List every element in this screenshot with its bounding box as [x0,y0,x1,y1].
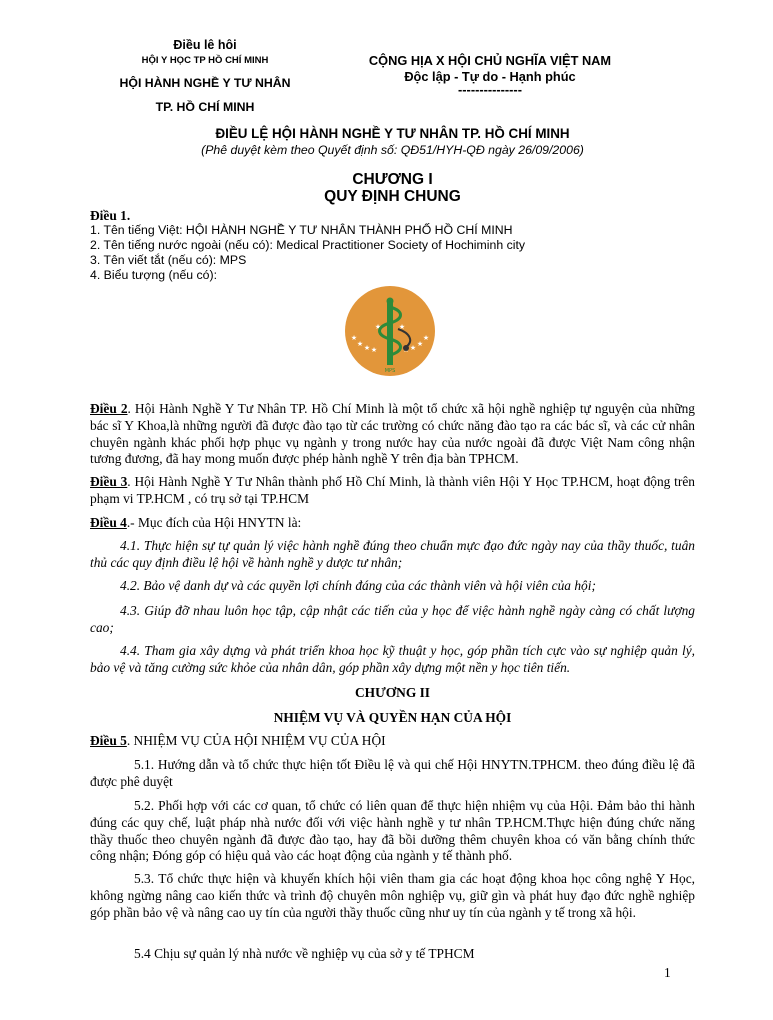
header-left-line4: TP. HỒ CHÍ MINH [155,100,255,114]
svg-text:★: ★ [416,340,424,348]
svg-text:★: ★ [409,344,417,352]
dieu4-paragraph [90,515,695,532]
dieu3-text: . Hội Hành Nghề Y Tư Nhân thành phố Hồ Chí Minh, là thành viên Hội Y Học TP.HCM, hoạt động trên phạm vi TP.HCM , có trụ sở tại TP.HCM [90,474,695,506]
svg-text:★: ★ [370,346,378,354]
dieu1-heading: Điều 1. [90,208,131,223]
svg-text:★: ★ [398,323,406,331]
chapter1-subtitle: QUY ĐỊNH CHUNG [324,188,461,205]
header-left-line2: HỘI Y HỌC TP HỒ CHÍ MINH [141,55,269,66]
dieu1-line-1: 1. Tên tiếng Việt: HỘI HÀNH NGHỀ Y TƯ NHÂN THÀNH PHỐ HỒ CHÍ MINH [90,223,513,237]
dieu5-text: . NHIỆM VỤ CỦA HỘI NHIỆM VỤ CỦA HỘI [126,733,386,748]
chapter1-title: CHƯƠNG I [352,171,433,188]
dieu5-paragraph [90,733,695,750]
dieu5-item-1: 5.1. Hướng dẫn và tổ chức thực hiện tốt Điều lệ và qui chế Hội HNYTN.TPHCM. theo đúng điều lệ đã được phê duyệt [90,757,695,789]
dieu4-text: .- Mục đích của Hội HNYTN là: [126,515,302,530]
dieu1-line-3: 3. Tên viết tắt (nếu có): MPS [90,253,247,267]
header-left-line3: HỘI HÀNH NGHỀ Y TƯ NHÂN [119,76,291,90]
dieu3-paragraph [90,474,695,508]
svg-text:★: ★ [356,340,364,348]
dieu2-label: Điều 2 [90,401,128,416]
dieu1-line-2: 2. Tên tiếng nước ngoài (nếu có): Medical Practitioner Society of Hochiminh city [90,238,526,252]
svg-text:★: ★ [422,334,430,342]
header-right-line3: --------------- [458,82,522,97]
dieu4-item-3: 4.3. Giúp đỡ nhau luôn học tập, cập nhật các tiến của y học để việc hành nghề ngày càng có chất lượng cao; [90,603,695,635]
page-number: 1 [664,965,671,980]
dieu5-item-3: 5.3. Tổ chức thực hiện và khuyến khích hội viên tham gia các hoạt động khoa học công nghệ Y Học, không ngừng nâng cao kiến thức và trình độ chuyên môn nghiệp vụ, giữ gìn và phát huy đạo đức nghề nghiệp góp phần bảo vệ và nâng cao uy tín của người thầy thuốc cũng như uy tín của ngành y tế trong xã hội. [90,871,695,920]
header-right-line2: Độc lập - Tự do - Hạnh phúc [404,69,576,84]
chapter2-title: CHƯƠNG II [354,685,430,700]
dieu3-label: Điều 3 [90,474,128,489]
dieu5-item-4: 5.4 Chịu sự quản lý nhà nước về nghiệp vụ của sở y tế TPHCM [134,946,475,961]
mps-logo [344,285,436,377]
document-title: ĐIỀU LỆ HỘI HÀNH NGHỀ Y TƯ NHÂN TP. HỒ CHÍ MINH [215,126,570,141]
header-right-line1: CỘNG HỊA X HỘI CHỦ NGHĨA VIỆT NAM [368,53,612,68]
chapter2-subtitle: NHIỆM VỤ VÀ QUYỀN HẠN CỦA HỘI [273,710,512,725]
dieu4-item-4: 4.4. Tham gia xây dựng và phát triển khoa học kỹ thuật y học, góp phần tích cực vào sự nghiệp quản lý, bảo vệ và tăng cường sức khỏe của nhân dân, góp phần xây dựng một nền y học tiên tiến. [90,643,695,675]
svg-text:★: ★ [374,323,382,331]
header-left-line1: Điều lê hôi [173,38,237,52]
document-subtitle: (Phê duyệt kèm theo Quyết định số: QĐ51/HYH-QĐ ngày 26/09/2006) [201,143,584,157]
dieu4-item-1: 4.1. Thực hiện sự tự quản lý việc hành nghề đúng theo chuẩn mực đạo đức ngày nay của thầy thuốc, tuân thủ các quy định điều lệ hội về hành nghề y dược tư nhân; [90,538,695,570]
dieu4-label: Điều 4 [90,515,127,530]
svg-text:★: ★ [363,344,371,352]
dieu4-item-2: 4.2. Bảo vệ danh dự và các quyền lợi chính đáng của các thành viên và hội viên của hội; [120,578,596,593]
dieu1-line-4: 4. Biểu tượng (nếu có): [90,268,218,282]
dieu2-text: . Hội Hành Nghề Y Tư Nhân TP. Hồ Chí Minh là một tổ chức xã hội nghề nghiệp tự nguyện của những bác sĩ Y Khoa,là những người đã được đào tạo từ các trường có chức năng đào tạo ra các bác sĩ, và các cử nhân chuyên ngành khác phối hợp phục vụ ngành y trong nước hay của nước ngoài đã được Việt Nam công nhận tương đương, đã hay mong muốn được phép hành nghề Y trên địa bàn TPHCM. [90,401,695,467]
svg-text:★: ★ [350,334,358,342]
logo-text: MPS [384,368,396,374]
dieu5-label: Điều 5 [90,733,127,748]
dieu5-item-2: 5.2. Phối hợp với các cơ quan, tổ chức có liên quan để thực hiện nhiệm vụ của Hội. Đảm bảo thi hành đúng các quy chế, luật pháp nhà nước đối với việc hành nghề y tư nhân TP.HCM.Thực hiện đúng chức năng thầy thuốc theo chuyên ngành đã được đào tạo, hay đã bồi dưỡng thêm chuyên khoa có văn bằng chính thức công nhận; Đóng góp có hiệu quả vào các hoạt động của ngành y tế thành phố. [90,798,695,864]
dieu2-paragraph [90,401,695,468]
